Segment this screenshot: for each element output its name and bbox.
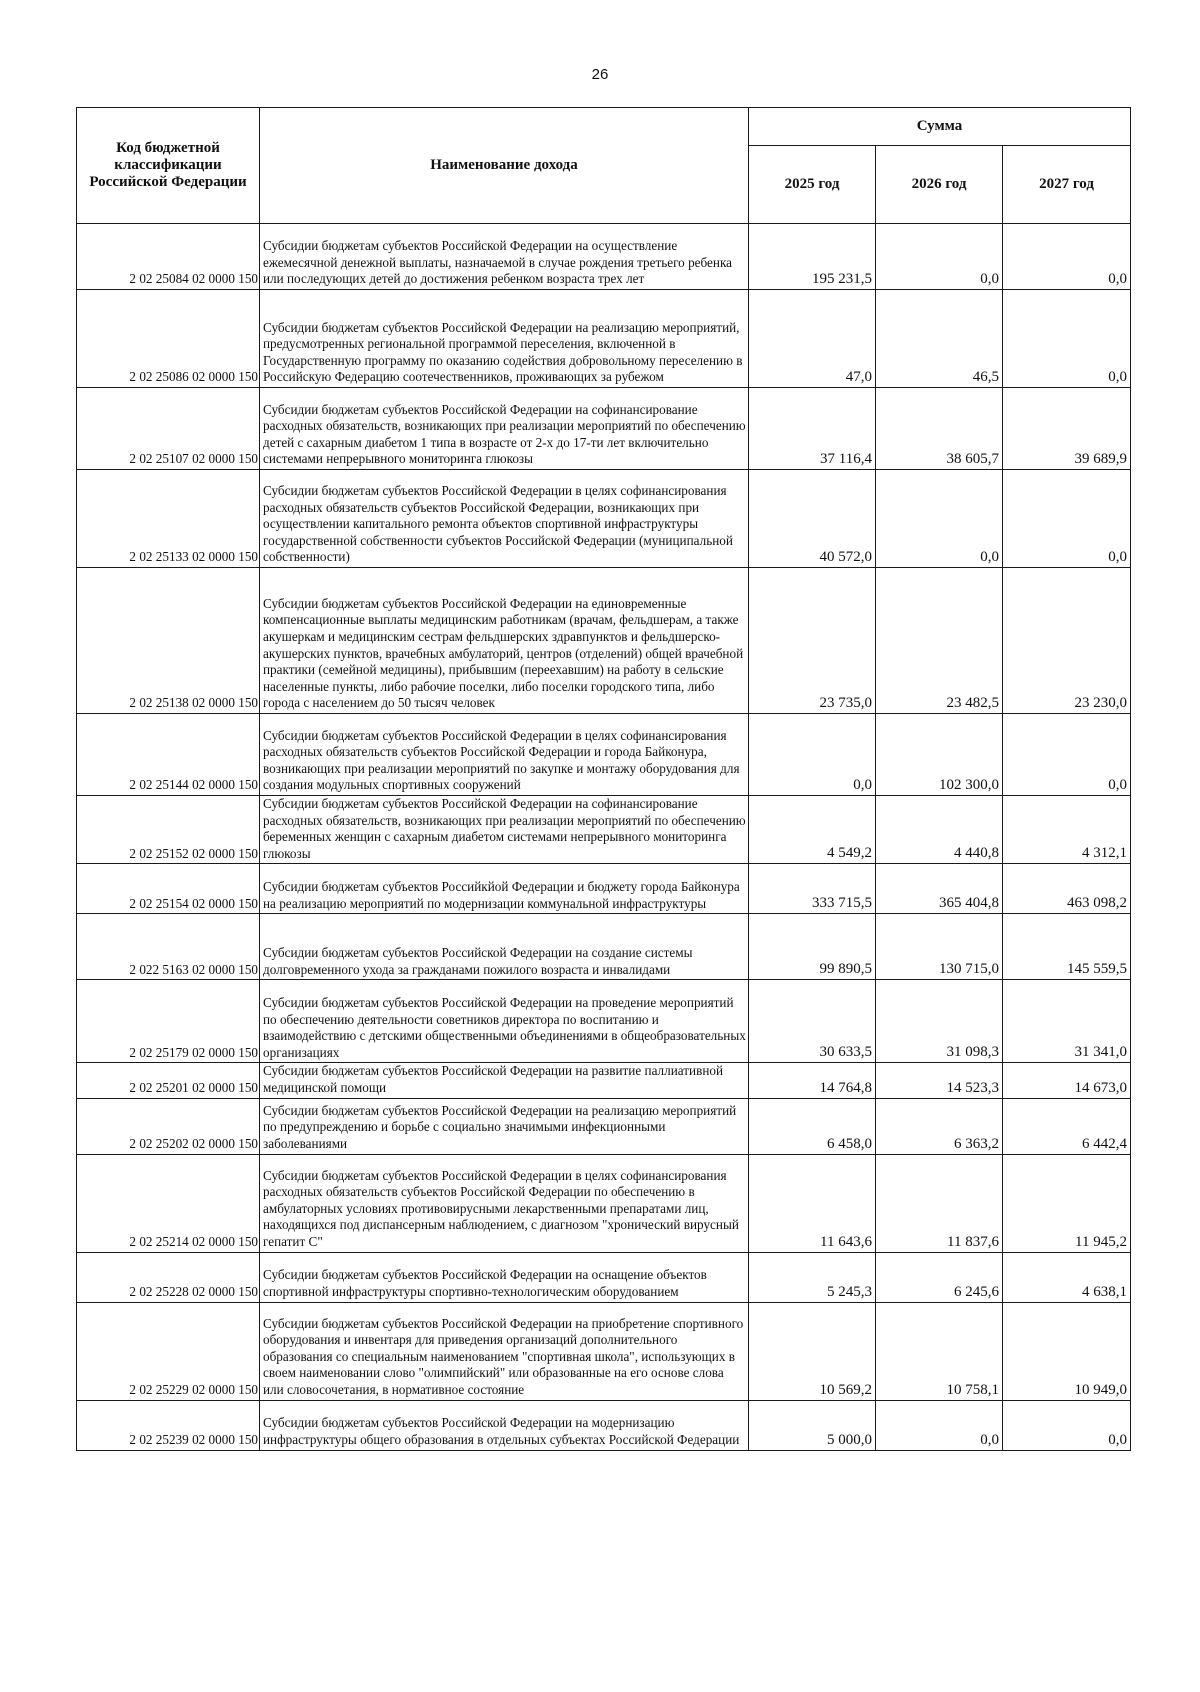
amount-2027-cell: 0,0 [1003, 290, 1131, 388]
amount-2026-cell: 0,0 [876, 224, 1003, 290]
income-name-cell: Субсидии бюджетам субъектов Российкйой Федерации и бюджету города Байконура на реализацию мероприятий по модернизации коммунальной инфраструктуры [260, 864, 749, 914]
amount-2025-cell: 10 569,2 [749, 1302, 876, 1400]
amount-2025-cell: 47,0 [749, 290, 876, 388]
page-number: 26 [591, 66, 609, 83]
amount-2027-cell: 10 949,0 [1003, 1302, 1131, 1400]
amount-2026-cell: 4 440,8 [876, 796, 1003, 864]
income-name-cell: Субсидии бюджетам субъектов Российской Федерации в целях софинансирования расходных обязательств субъектов Российской Федерации, возникающих при осуществлении капитального ремонта объектов спортивной инфраструктуры государственной собственности субъектов Российской Федерации (муниципальной собственности) [260, 470, 749, 568]
header-sum: Сумма [749, 108, 1131, 146]
income-name-cell: Субсидии бюджетам субъектов Российской Федерации на оснащение объектов спортивной инфраструктуры спортивно-технологическим оборудованием [260, 1252, 749, 1302]
table-row [77, 568, 1131, 714]
income-name-cell: Субсидии бюджетам субъектов Российской Федерации в целях софинансирования расходных обязательств субъектов Российской Федерации по обеспечению в амбулаторных условиях противовирусными лекарственными препаратами лиц, находящихся под диспансерным наблюдением, с диагнозом "хронический вирусный гепатит С" [260, 1154, 749, 1252]
table-row [77, 290, 1131, 388]
budget-code-cell: 2 02 25107 02 0000 150 [77, 388, 260, 470]
budget-code-cell: 2 02 25144 02 0000 150 [77, 714, 260, 796]
amount-2027-cell: 0,0 [1003, 1400, 1131, 1450]
amount-2027-cell: 14 673,0 [1003, 1063, 1131, 1098]
revenue-table [76, 107, 1131, 1451]
amount-2026-cell: 0,0 [876, 470, 1003, 568]
header-year-2025: 2025 год [749, 146, 876, 224]
table-row [77, 388, 1131, 470]
amount-2025-cell: 195 231,5 [749, 224, 876, 290]
budget-code-cell: 2 02 25229 02 0000 150 [77, 1302, 260, 1400]
amount-2026-cell: 102 300,0 [876, 714, 1003, 796]
table-row [77, 1302, 1131, 1400]
amount-2025-cell: 4 549,2 [749, 796, 876, 864]
table-row [77, 1154, 1131, 1252]
budget-code-cell: 2 02 25202 02 0000 150 [77, 1098, 260, 1154]
table-row [77, 864, 1131, 914]
amount-2026-cell: 0,0 [876, 1400, 1003, 1450]
amount-2026-cell: 31 098,3 [876, 980, 1003, 1063]
amount-2025-cell: 37 116,4 [749, 388, 876, 470]
amount-2026-cell: 6 363,2 [876, 1098, 1003, 1154]
amount-2025-cell: 99 890,5 [749, 914, 876, 980]
amount-2027-cell: 11 945,2 [1003, 1154, 1131, 1252]
budget-code-cell: 2 02 25084 02 0000 150 [77, 224, 260, 290]
income-name-cell: Субсидии бюджетам субъектов Российской Федерации на софинансирование расходных обязательств, возникающих при реализации мероприятий по обеспечению детей с сахарным диабетом 1 типа в возрасте от 2-х до 17-ти лет включительно системами непрерывного мониторинга глюкозы [260, 388, 749, 470]
income-name-cell: Субсидии бюджетам субъектов Российской Федерации на приобретение спортивного оборудования и инвентаря для приведения организаций дополнительного образования со специальным наименованием "спортивная школа", использующих в своем наименовании слово "олимпийский" или образованные на его основе слова или словосочетания, в нормативное состояние [260, 1302, 749, 1400]
budget-code-cell: 2 02 25228 02 0000 150 [77, 1252, 260, 1302]
budget-code-cell: 2 02 25133 02 0000 150 [77, 470, 260, 568]
amount-2027-cell: 31 341,0 [1003, 980, 1131, 1063]
budget-code-cell: 2 02 25201 02 0000 150 [77, 1063, 260, 1098]
amount-2027-cell: 145 559,5 [1003, 914, 1131, 980]
table-row [77, 1400, 1131, 1450]
table-row [77, 470, 1131, 568]
header-code: Код бюджетной классификации Российской Федерации [77, 108, 260, 224]
budget-code-cell: 2 02 25214 02 0000 150 [77, 1154, 260, 1252]
amount-2027-cell: 4 638,1 [1003, 1252, 1131, 1302]
income-name-cell: Субсидии бюджетам субъектов Российской Федерации на реализацию мероприятий, предусмотренных региональной программой переселения, включенной в Государственную программу по оказанию содействия добровольному переселению в Российскую Федерацию соотечественников, проживающих за рубежом [260, 290, 749, 388]
table-row [77, 1098, 1131, 1154]
amount-2026-cell: 130 715,0 [876, 914, 1003, 980]
amount-2027-cell: 39 689,9 [1003, 388, 1131, 470]
amount-2027-cell: 23 230,0 [1003, 568, 1131, 714]
amount-2027-cell: 4 312,1 [1003, 796, 1131, 864]
income-name-cell: Субсидии бюджетам субъектов Российской Федерации на проведение мероприятий по обеспечению деятельности советников директора по воспитанию и взаимодействию с детскими общественными объединениями в общеобразовательных организациях [260, 980, 749, 1063]
amount-2025-cell: 5 000,0 [749, 1400, 876, 1450]
amount-2025-cell: 6 458,0 [749, 1098, 876, 1154]
table-row [77, 224, 1131, 290]
budget-code-cell: 2 02 25152 02 0000 150 [77, 796, 260, 864]
amount-2026-cell: 6 245,6 [876, 1252, 1003, 1302]
amount-2026-cell: 10 758,1 [876, 1302, 1003, 1400]
amount-2025-cell: 0,0 [749, 714, 876, 796]
table-row [77, 1252, 1131, 1302]
amount-2027-cell: 0,0 [1003, 224, 1131, 290]
budget-code-cell: 2 02 25179 02 0000 150 [77, 980, 260, 1063]
amount-2025-cell: 11 643,6 [749, 1154, 876, 1252]
budget-code-cell: 2 02 25239 02 0000 150 [77, 1400, 260, 1450]
amount-2025-cell: 40 572,0 [749, 470, 876, 568]
income-name-cell: Субсидии бюджетам субъектов Российской Федерации на единовременные компенсационные выплаты медицинским работникам (врачам, фельдшерам, а также акушеркам и медицинским сестрам фельдшерских здравпунктов и фельдшерско-акушерских пунктов, врачебных амбулаторий, центров (отделений) общей врачебной практики (семейной медицины), прибывшим (переехавшим) на работу в сельские населенные пункты, либо рабочие поселки, либо поселки городского типа, либо города с населением до 50 тысяч человек [260, 568, 749, 714]
header-year-2026: 2026 год [876, 146, 1003, 224]
budget-code-cell: 2 02 25138 02 0000 150 [77, 568, 260, 714]
amount-2025-cell: 30 633,5 [749, 980, 876, 1063]
amount-2025-cell: 14 764,8 [749, 1063, 876, 1098]
income-name-cell: Субсидии бюджетам субъектов Российской Федерации на модернизацию инфраструктуры общего образования в отдельных субъектах Российской Федерации [260, 1400, 749, 1450]
table-row [77, 796, 1131, 864]
amount-2027-cell: 0,0 [1003, 714, 1131, 796]
amount-2026-cell: 46,5 [876, 290, 1003, 388]
table-row [77, 1063, 1131, 1098]
income-name-cell: Субсидии бюджетам субъектов Российской Федерации в целях софинансирования расходных обязательств субъектов Российской Федерации и города Байконура, возникающих при реализации мероприятий по закупке и монтажу оборудования для создания модульных спортивных сооружений [260, 714, 749, 796]
amount-2027-cell: 6 442,4 [1003, 1098, 1131, 1154]
amount-2026-cell: 23 482,5 [876, 568, 1003, 714]
amount-2025-cell: 23 735,0 [749, 568, 876, 714]
table-row [77, 714, 1131, 796]
header-year-2027: 2027 год [1003, 146, 1131, 224]
header-name: Наименование дохода [260, 108, 749, 224]
amount-2025-cell: 333 715,5 [749, 864, 876, 914]
amount-2027-cell: 0,0 [1003, 470, 1131, 568]
amount-2026-cell: 365 404,8 [876, 864, 1003, 914]
income-name-cell: Субсидии бюджетам субъектов Российской Федерации на реализацию мероприятий по предупреждению и борьбе с социально значимыми инфекционными заболеваниями [260, 1098, 749, 1154]
income-name-cell: Субсидии бюджетам субъектов Российской Федерации на софинансирование расходных обязательств, возникающих при реализации мероприятий по обеспечению беременных женщин с сахарным диабетом системами непрерывного мониторинга глюкозы [260, 796, 749, 864]
amount-2027-cell: 463 098,2 [1003, 864, 1131, 914]
budget-code-cell: 2 02 25086 02 0000 150 [77, 290, 260, 388]
amount-2026-cell: 38 605,7 [876, 388, 1003, 470]
table-row [77, 914, 1131, 980]
table-row [77, 980, 1131, 1063]
income-name-cell: Субсидии бюджетам субъектов Российской Федерации на развитие паллиативной медицинской помощи [260, 1063, 749, 1098]
income-name-cell: Субсидии бюджетам субъектов Российской Федерации на создание системы долговременного ухода за гражданами пожилого возраста и инвалидами [260, 914, 749, 980]
amount-2026-cell: 14 523,3 [876, 1063, 1003, 1098]
budget-code-cell: 2 02 25154 02 0000 150 [77, 864, 260, 914]
amount-2026-cell: 11 837,6 [876, 1154, 1003, 1252]
budget-code-cell: 2 022 5163 02 0000 150 [77, 914, 260, 980]
amount-2025-cell: 5 245,3 [749, 1252, 876, 1302]
income-name-cell: Субсидии бюджетам субъектов Российской Федерации на осуществление ежемесячной денежной выплаты, назначаемой в случае рождения третьего ребенка или последующих детей до достижения ребенком возраста трех лет [260, 224, 749, 290]
